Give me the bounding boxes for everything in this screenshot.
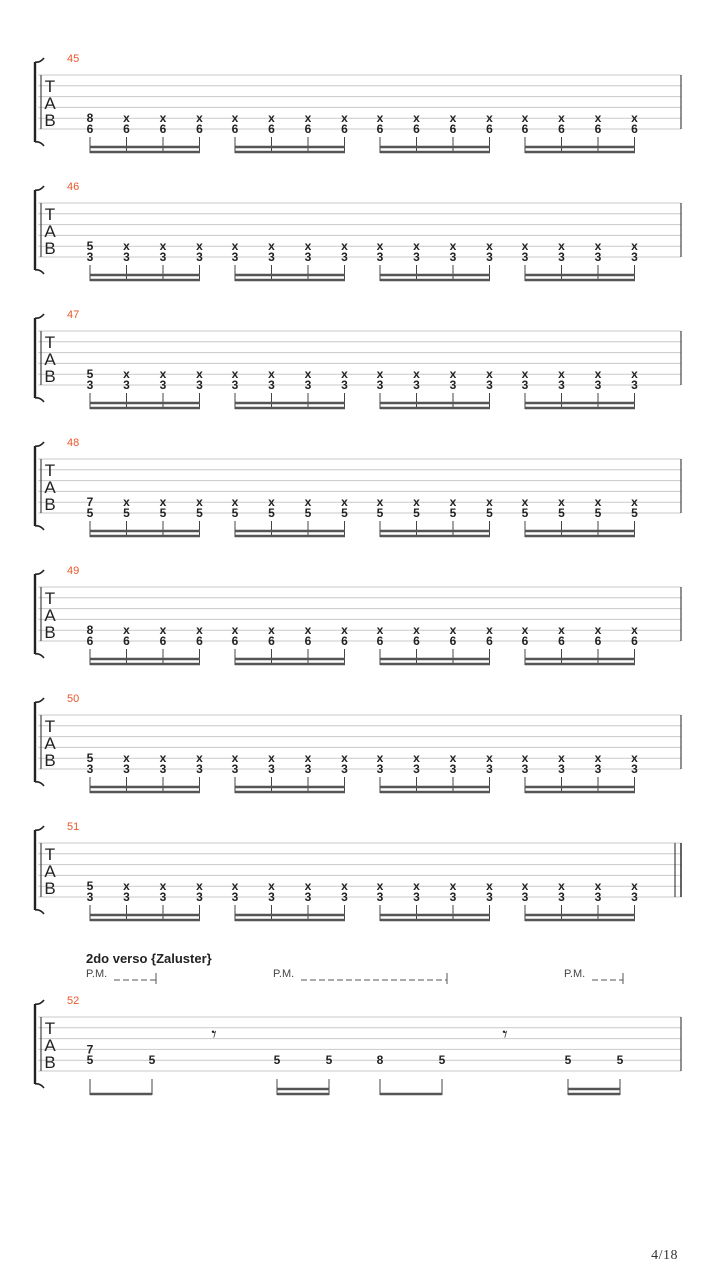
tab-clef-letter: T	[44, 333, 56, 352]
fret-number: 6	[341, 122, 348, 136]
fret-number: 5	[486, 506, 493, 520]
fret-number: 3	[631, 762, 638, 776]
dead-note-x: x	[449, 239, 457, 254]
fret-number: 3	[304, 890, 312, 904]
fret-number: 3	[594, 762, 602, 776]
fret-number: 3	[558, 762, 565, 776]
fret-number: 6	[196, 634, 203, 648]
tab-clef-letter: A	[44, 94, 56, 113]
tab-clef-letter: B	[44, 751, 56, 770]
dead-note-x: x	[231, 879, 239, 894]
dead-note-x: x	[376, 495, 384, 510]
fret-number: 3	[449, 378, 457, 392]
dead-note-x: x	[521, 495, 529, 510]
fret-number: 3	[521, 378, 529, 392]
bracket-hook-top	[35, 826, 44, 830]
fret-number: 3	[631, 890, 638, 904]
dead-note-x: x	[594, 751, 602, 766]
dead-note-x: x	[268, 495, 275, 510]
fret-number: 3	[449, 762, 457, 776]
fret-number: 6	[521, 122, 529, 136]
fret-number: 3	[521, 250, 529, 264]
dead-note-x: x	[521, 879, 529, 894]
fret-number: 3	[304, 250, 312, 264]
fret-number: 3	[159, 890, 167, 904]
fret-number: 6	[196, 122, 203, 136]
measure-number: 46	[67, 181, 80, 193]
tab-clef-letter: T	[44, 205, 56, 224]
fret-number: 3	[86, 378, 94, 392]
dead-note-x: x	[558, 751, 565, 766]
fret-number: 3	[594, 378, 602, 392]
dead-note-x: x	[376, 751, 384, 766]
dead-note-x: x	[304, 111, 312, 126]
fret-number: 6	[159, 634, 167, 648]
fret-number: 3	[231, 378, 239, 392]
fret-number: 5	[86, 751, 94, 766]
fret-number: 6	[486, 122, 493, 136]
dead-note-x: x	[196, 111, 203, 126]
dead-note-x: x	[486, 367, 493, 382]
dead-note-x: x	[486, 111, 493, 126]
fret-number: 3	[341, 250, 348, 264]
fret-number: 3	[413, 890, 420, 904]
palm-mute-label: P.M.	[86, 968, 108, 980]
bracket-hook-bottom	[35, 526, 44, 530]
dead-note-x: x	[594, 623, 602, 638]
fret-number: 3	[486, 378, 493, 392]
fret-number: 3	[304, 762, 312, 776]
tab-system	[35, 309, 681, 409]
tab-clef-letter: T	[44, 1019, 56, 1038]
dead-note-x: x	[631, 623, 638, 638]
dead-note-x: x	[521, 367, 529, 382]
fret-number: 3	[521, 890, 529, 904]
tab-system	[35, 821, 681, 921]
fret-number: 3	[413, 250, 420, 264]
dead-note-x: x	[631, 111, 638, 126]
fret-number: 3	[558, 378, 565, 392]
fret-number: 6	[449, 122, 457, 136]
bracket-hook-bottom	[35, 782, 44, 786]
section-title: 2do verso {Zaluster}	[86, 951, 212, 966]
fret-number: 6	[341, 634, 348, 648]
fret-number: 3	[631, 250, 638, 264]
dead-note-x: x	[413, 111, 420, 126]
fret-number: 6	[123, 634, 130, 648]
fret-number: 5	[86, 367, 94, 382]
fret-number: 6	[231, 634, 239, 648]
dead-note-x: x	[486, 239, 493, 254]
bracket-hook-bottom	[35, 910, 44, 914]
dead-note-x: x	[376, 111, 384, 126]
fret-number: 5	[86, 1053, 94, 1068]
fret-number: 6	[594, 634, 602, 648]
fret-number: 6	[413, 122, 420, 136]
dead-note-x: x	[376, 623, 384, 638]
dead-note-x: x	[486, 623, 493, 638]
dead-note-x: x	[486, 879, 493, 894]
bracket-hook-top	[35, 570, 44, 574]
fret-number: 6	[231, 122, 239, 136]
dead-note-x: x	[159, 495, 167, 510]
fret-number: 6	[376, 634, 384, 648]
dead-note-x: x	[304, 879, 312, 894]
tab-system	[35, 693, 681, 793]
fret-number: 3	[558, 890, 565, 904]
dead-note-x: x	[341, 367, 348, 382]
fret-number: 6	[449, 634, 457, 648]
measure-number: 52	[67, 995, 80, 1007]
palm-mute-label: P.M.	[273, 968, 295, 980]
dead-note-x: x	[196, 623, 203, 638]
bracket-hook-bottom	[35, 1084, 44, 1088]
fret-number: 3	[231, 890, 239, 904]
tab-clef-letter: T	[44, 589, 56, 608]
dead-note-x: x	[413, 367, 420, 382]
fret-number: 3	[631, 378, 638, 392]
fret-number: 5	[521, 506, 529, 520]
bracket-hook-bottom	[35, 398, 44, 402]
measure-number: 49	[67, 565, 80, 577]
dead-note-x: x	[123, 495, 130, 510]
dead-note-x: x	[341, 111, 348, 126]
dead-note-x: x	[413, 879, 420, 894]
fret-number: 3	[196, 890, 203, 904]
dead-note-x: x	[341, 623, 348, 638]
dead-note-x: x	[231, 367, 239, 382]
dead-note-x: x	[196, 495, 203, 510]
dead-note-x: x	[341, 239, 348, 254]
dead-note-x: x	[341, 751, 348, 766]
fret-number: 3	[413, 378, 420, 392]
fret-number: 3	[196, 250, 203, 264]
dead-note-x: x	[123, 367, 130, 382]
dead-note-x: x	[123, 111, 130, 126]
tab-clef-letter: B	[44, 879, 56, 898]
tab-clef-letter: A	[44, 222, 56, 241]
fret-number: 5	[594, 506, 602, 520]
dead-note-x: x	[521, 751, 529, 766]
tab-clef-letter: B	[44, 111, 56, 130]
dead-note-x: x	[268, 879, 275, 894]
fret-number: 6	[558, 634, 565, 648]
fret-number: 5	[438, 1053, 446, 1068]
fret-number: 3	[268, 250, 275, 264]
dead-note-x: x	[231, 751, 239, 766]
fret-number: 3	[304, 378, 312, 392]
fret-number: 6	[123, 122, 130, 136]
dead-note-x: x	[304, 751, 312, 766]
tab-clef-letter: T	[44, 845, 56, 864]
fret-number: 3	[231, 250, 239, 264]
measure-number: 45	[67, 53, 80, 65]
dead-note-x: x	[631, 495, 638, 510]
fret-number: 6	[521, 634, 529, 648]
fret-number: 3	[341, 378, 348, 392]
fret-number: 5	[159, 506, 167, 520]
dead-note-x: x	[594, 111, 602, 126]
fret-number: 8	[86, 623, 94, 638]
fret-number: 5	[376, 506, 384, 520]
tab-system	[35, 181, 681, 281]
fret-number: 3	[594, 250, 602, 264]
tab-clef-letter: A	[44, 734, 56, 753]
dead-note-x: x	[449, 367, 457, 382]
dead-note-x: x	[558, 239, 565, 254]
fret-number: 6	[631, 634, 638, 648]
dead-note-x: x	[594, 367, 602, 382]
dead-note-x: x	[449, 623, 457, 638]
fret-number: 6	[413, 634, 420, 648]
fret-number: 6	[376, 122, 384, 136]
dead-note-x: x	[558, 367, 565, 382]
dead-note-x: x	[521, 111, 529, 126]
fret-number: 3	[123, 250, 130, 264]
dead-note-x: x	[486, 495, 493, 510]
fret-number: 5	[564, 1053, 572, 1068]
fret-number: 8	[376, 1053, 384, 1068]
palm-mute-label: P.M.	[564, 968, 586, 980]
fret-number: 6	[631, 122, 638, 136]
dead-note-x: x	[159, 367, 167, 382]
fret-number: 6	[304, 634, 312, 648]
fret-number: 3	[341, 762, 348, 776]
dead-note-x: x	[413, 495, 420, 510]
dead-note-x: x	[268, 239, 275, 254]
dead-note-x: x	[123, 879, 130, 894]
dead-note-x: x	[558, 111, 565, 126]
dead-note-x: x	[558, 879, 565, 894]
fret-number: 3	[486, 762, 493, 776]
eighth-rest: 𝄾	[211, 1022, 217, 1046]
dead-note-x: x	[196, 367, 203, 382]
dead-note-x: x	[231, 623, 239, 638]
fret-number: 6	[558, 122, 565, 136]
tab-system	[35, 437, 681, 537]
fret-number: 3	[376, 890, 384, 904]
measure-number: 51	[67, 821, 80, 833]
fret-number: 3	[268, 378, 275, 392]
tab-clef-letter: T	[44, 717, 56, 736]
dead-note-x: x	[631, 751, 638, 766]
fret-number: 6	[159, 122, 167, 136]
dead-note-x: x	[268, 111, 275, 126]
dead-note-x: x	[304, 239, 312, 254]
fret-number: 3	[123, 890, 130, 904]
measure-number: 47	[67, 309, 80, 321]
fret-number: 5	[304, 506, 312, 520]
dead-note-x: x	[594, 879, 602, 894]
tab-clef-letter: T	[44, 77, 56, 96]
bracket-hook-top	[35, 186, 44, 190]
fret-number: 5	[631, 506, 638, 520]
dead-note-x: x	[341, 495, 348, 510]
dead-note-x: x	[376, 239, 384, 254]
dead-note-x: x	[231, 239, 239, 254]
tab-clef-letter: B	[44, 623, 56, 642]
dead-note-x: x	[304, 623, 312, 638]
fret-number: 7	[86, 495, 94, 510]
dead-note-x: x	[449, 111, 457, 126]
fret-number: 5	[325, 1053, 333, 1068]
tab-clef-letter: A	[44, 606, 56, 625]
bracket-hook-top	[35, 314, 44, 318]
tab-clef-letter: B	[44, 495, 56, 514]
fret-number: 3	[86, 250, 94, 264]
bracket-hook-top	[35, 58, 44, 62]
tab-clef-letter: B	[44, 367, 56, 386]
fret-number: 3	[123, 378, 130, 392]
dead-note-x: x	[486, 751, 493, 766]
fret-number: 6	[86, 634, 94, 648]
tab-clef-letter: A	[44, 478, 56, 497]
dead-note-x: x	[196, 879, 203, 894]
dead-note-x: x	[159, 239, 167, 254]
dead-note-x: x	[413, 751, 420, 766]
fret-number: 5	[449, 506, 457, 520]
dead-note-x: x	[558, 495, 565, 510]
fret-number: 3	[159, 378, 167, 392]
fret-number: 5	[86, 239, 94, 254]
dead-note-x: x	[304, 367, 312, 382]
fret-number: 3	[376, 250, 384, 264]
dead-note-x: x	[159, 111, 167, 126]
fret-number: 5	[273, 1053, 281, 1068]
fret-number: 6	[594, 122, 602, 136]
fret-number: 3	[86, 890, 94, 904]
fret-number: 5	[148, 1053, 156, 1068]
bracket-hook-top	[35, 698, 44, 702]
dead-note-x: x	[341, 879, 348, 894]
dead-note-x: x	[123, 239, 130, 254]
fret-number: 6	[304, 122, 312, 136]
bracket-hook-top	[35, 442, 44, 446]
fret-number: 3	[196, 378, 203, 392]
dead-note-x: x	[631, 367, 638, 382]
dead-note-x: x	[449, 879, 457, 894]
dead-note-x: x	[631, 239, 638, 254]
dead-note-x: x	[413, 623, 420, 638]
fret-number: 5	[413, 506, 420, 520]
page-number: 4/18	[651, 1248, 678, 1263]
dead-note-x: x	[123, 751, 130, 766]
tab-clef-letter: A	[44, 350, 56, 369]
measure-number: 50	[67, 693, 80, 705]
dead-note-x: x	[449, 495, 457, 510]
dead-note-x: x	[231, 111, 239, 126]
tab-clef-letter: T	[44, 461, 56, 480]
dead-note-x: x	[159, 879, 167, 894]
dead-note-x: x	[159, 751, 167, 766]
fret-number: 3	[341, 890, 348, 904]
fret-number: 5	[341, 506, 348, 520]
dead-note-x: x	[268, 751, 275, 766]
fret-number: 3	[268, 762, 275, 776]
dead-note-x: x	[521, 623, 529, 638]
tab-system	[35, 53, 681, 153]
fret-number: 3	[376, 762, 384, 776]
dead-note-x: x	[449, 751, 457, 766]
dead-note-x: x	[594, 495, 602, 510]
dead-note-x: x	[521, 239, 529, 254]
dead-note-x: x	[231, 495, 239, 510]
measure-number: 48	[67, 437, 80, 449]
dead-note-x: x	[594, 239, 602, 254]
tab-clef-letter: A	[44, 862, 56, 881]
tab-clef-letter: A	[44, 1036, 56, 1055]
dead-note-x: x	[304, 495, 312, 510]
fret-number: 5	[86, 506, 94, 520]
fret-number: 5	[123, 506, 130, 520]
dead-note-x: x	[196, 239, 203, 254]
dead-note-x: x	[268, 623, 275, 638]
fret-number: 6	[268, 634, 275, 648]
fret-number: 3	[376, 378, 384, 392]
fret-number: 3	[449, 890, 457, 904]
dead-note-x: x	[123, 623, 130, 638]
fret-number: 5	[558, 506, 565, 520]
fret-number: 5	[268, 506, 275, 520]
fret-number: 3	[449, 250, 457, 264]
fret-number: 5	[231, 506, 239, 520]
fret-number: 3	[413, 762, 420, 776]
dead-note-x: x	[159, 623, 167, 638]
fret-number: 3	[231, 762, 239, 776]
fret-number: 3	[558, 250, 565, 264]
fret-number: 7	[86, 1042, 94, 1057]
fret-number: 6	[486, 634, 493, 648]
dead-note-x: x	[413, 239, 420, 254]
eighth-rest: 𝄾	[502, 1022, 508, 1046]
fret-number: 5	[616, 1053, 624, 1068]
tab-system	[35, 565, 681, 665]
fret-number: 3	[159, 250, 167, 264]
fret-number: 3	[123, 762, 130, 776]
bracket-hook-bottom	[35, 142, 44, 146]
fret-number: 3	[486, 890, 493, 904]
bracket-hook-bottom	[35, 270, 44, 274]
fret-number: 3	[86, 762, 94, 776]
dead-note-x: x	[376, 367, 384, 382]
fret-number: 3	[268, 890, 275, 904]
fret-number: 3	[594, 890, 602, 904]
fret-number: 5	[196, 506, 203, 520]
bracket-hook-top	[35, 1000, 44, 1004]
fret-number: 5	[86, 879, 94, 894]
fret-number: 8	[86, 111, 94, 126]
fret-number: 3	[196, 762, 203, 776]
fret-number: 6	[268, 122, 275, 136]
tab-system	[35, 995, 681, 1095]
dead-note-x: x	[268, 367, 275, 382]
fret-number: 6	[86, 122, 94, 136]
dead-note-x: x	[196, 751, 203, 766]
dead-note-x: x	[558, 623, 565, 638]
tab-clef-letter: B	[44, 239, 56, 258]
bracket-hook-bottom	[35, 654, 44, 658]
fret-number: 3	[159, 762, 167, 776]
fret-number: 3	[521, 762, 529, 776]
dead-note-x: x	[376, 879, 384, 894]
tab-clef-letter: B	[44, 1053, 56, 1072]
dead-note-x: x	[631, 879, 638, 894]
fret-number: 3	[486, 250, 493, 264]
